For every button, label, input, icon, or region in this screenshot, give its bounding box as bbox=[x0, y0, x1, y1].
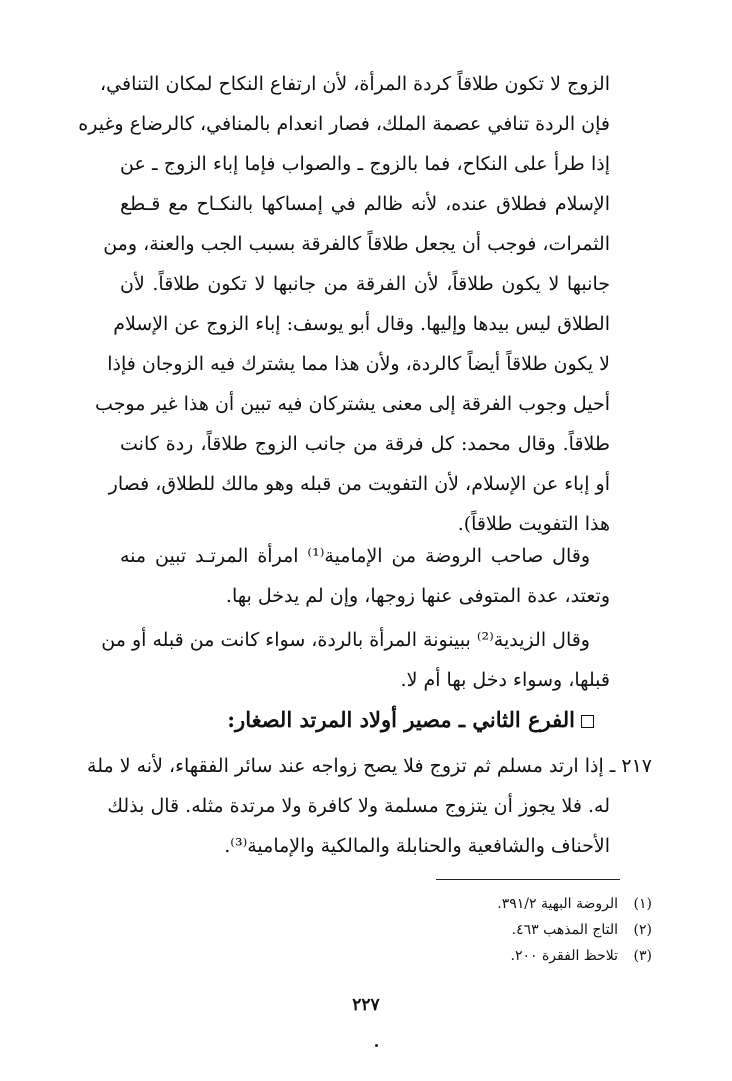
paragraph-line: له. فلا يجوز أن يتزوج مسلمة ولا كافرة ولا مرتدة مثله. قال بذلك bbox=[107, 795, 610, 817]
body-line: لا يكون طلاقاً أيضاً كالردة، ولأن هذا مما يشترك فيه الزوجان فإذا bbox=[107, 353, 610, 375]
footnote-number: (٢) bbox=[633, 922, 652, 938]
body-line: الطلاق ليس بيدها وإليها. وقال أبو يوسف: إباء الزوج عن الإسلام bbox=[113, 313, 610, 335]
body-line: جانبها لا يكون طلاقاً، لأن الفرقة من جانبها لا تكون طلاقاً. لأن bbox=[120, 273, 610, 295]
paragraph-line: وقال صاحب الروضة من الإمامية⁽¹⁾ امرأة المرتـد تبين منه bbox=[120, 545, 590, 567]
body-line: إذا طرأ على النكاح، فما بالزوج ـ والصواب فإما إباء الزوج ـ عن bbox=[120, 153, 610, 175]
body-line: الثمرات، فوجب أن يجعل طلاقاً كالفرقة بسبب الجب والعنة، ومن bbox=[103, 233, 610, 255]
paragraph-line: الأحناف والشافعية والحنابلة والمالكية والإمامية⁽³⁾. bbox=[224, 835, 610, 857]
paragraph-line: وتعتد، عدة المتوفى عنها زوجها، وإن لم يدخل بها. bbox=[225, 585, 610, 607]
numbered-paragraph-line: ٢١٧ ـ إذا ارتد مسلم ثم تزوج فلا يصح زواجه عند سائر الفقهاء، لأنه لا ملة bbox=[87, 755, 652, 777]
body-line: الإسلام فطلاق عنده، لأنه ظالم في إمساكها بالنكـاح مع قـطع bbox=[120, 193, 610, 215]
footnote-text: تلاحظ الفقرة ٢٠٠. bbox=[510, 948, 618, 964]
body-line: طلاقاً. وقال محمد: كل فرقة من جانب الزوج طلاقاً، ردة كانت bbox=[120, 433, 610, 455]
body-line: أو إباء عن الإسلام، لأن التفويت من قبله وهو مالك للطلاق، فصار bbox=[108, 473, 610, 495]
body-line: هذا التفويت طلاقاً). bbox=[457, 513, 610, 535]
square-bullet-icon bbox=[581, 715, 594, 728]
section-heading bbox=[124, 700, 594, 740]
footnote bbox=[232, 943, 652, 969]
footnote bbox=[232, 891, 652, 917]
paragraph-line: وقال الزيدية⁽²⁾ ببينونة المرأة بالردة، سواء كانت من قبله أو من bbox=[101, 629, 590, 651]
footnote-text: التاج المذهب ٤٦٣. bbox=[511, 922, 618, 938]
page-number: ٢٢٧ bbox=[352, 995, 380, 1015]
footnote-separator bbox=[436, 879, 620, 880]
body-line: أحيل وجوب الفرقة إلى معنى يشتركان فيه تبين أن هذا غير موجب bbox=[95, 393, 610, 415]
body-line: فإن الردة تنافي عصمة الملك، فصار انعدام بالمنافي، كالرضاع وغيره bbox=[78, 113, 610, 135]
body-line: الزوج لا تكون طلاقاً كردة المرأة، لأن ارتفاع النكاح لمكان التنافي، bbox=[100, 73, 610, 95]
ink-dot bbox=[375, 1044, 378, 1047]
footnote-number: (٣) bbox=[633, 948, 652, 964]
section-heading-text: الفرع الثاني ـ مصير أولاد المرتد الصغار: bbox=[227, 707, 575, 732]
footnote-number: (١) bbox=[633, 896, 652, 912]
footnote-text: الروضة البهية ٣٩١/٢. bbox=[497, 896, 618, 912]
footnote bbox=[232, 917, 652, 943]
paragraph-line: قبلها، وسواء دخل بها أم لا. bbox=[400, 669, 610, 691]
